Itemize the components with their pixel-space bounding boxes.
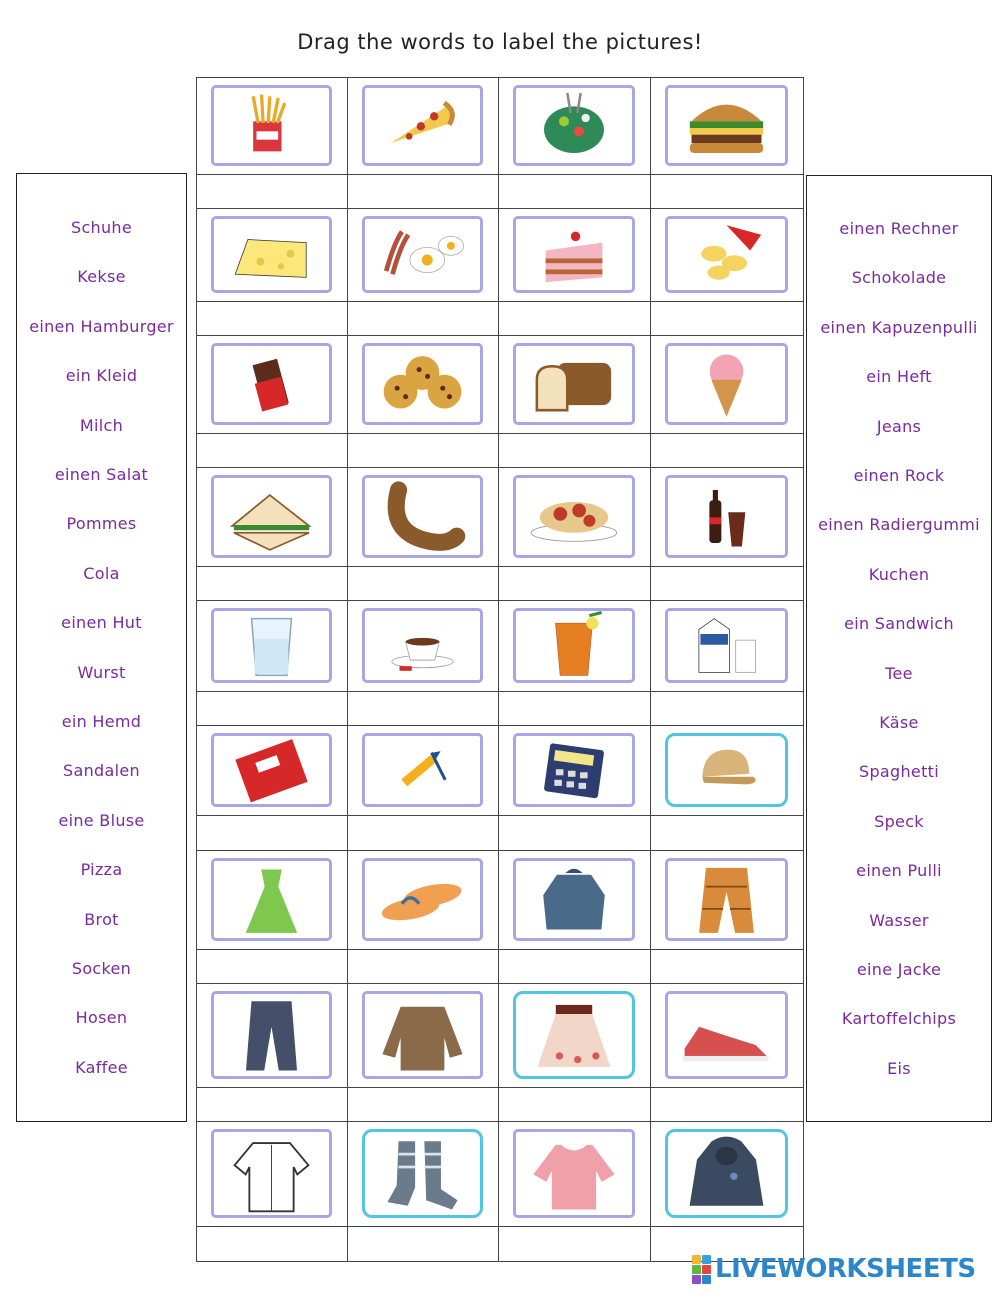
answer-drop-zone[interactable] [651, 816, 802, 849]
trousers-picture [665, 858, 788, 941]
grid-line [650, 77, 651, 1261]
grid-line [498, 77, 499, 1261]
chocolate-picture [211, 343, 332, 425]
draggable-word[interactable]: Hosen [75, 1008, 128, 1028]
draggable-word[interactable]: Schuhe [70, 218, 133, 237]
answer-drop-zone[interactable] [197, 434, 346, 466]
sausage-picture [362, 475, 483, 558]
picture-grid [196, 77, 804, 1261]
dress-picture [211, 858, 332, 941]
answer-drop-zone[interactable] [348, 1088, 497, 1120]
answer-drop-zone[interactable] [197, 567, 346, 599]
draggable-word[interactable]: Kuchen [868, 564, 930, 584]
grid-line [196, 208, 804, 209]
draggable-word[interactable]: einen Hut [61, 613, 142, 633]
answer-drop-zone[interactable] [197, 175, 346, 207]
cheese-picture [211, 216, 332, 293]
draggable-word[interactable]: Spaghetti [859, 762, 939, 782]
draggable-word[interactable]: ein Heft [866, 367, 932, 387]
right-word-bank [806, 175, 992, 1122]
draggable-word[interactable]: Milch [79, 415, 124, 435]
grid-line [347, 77, 348, 1261]
answer-drop-zone[interactable] [651, 950, 802, 982]
draggable-word[interactable]: einen Salat [54, 465, 149, 484]
answer-drop-zone[interactable] [348, 434, 497, 466]
pencil-eraser-picture [362, 733, 483, 807]
answer-drop-zone[interactable] [651, 567, 802, 599]
draggable-word[interactable]: Käse [879, 713, 919, 732]
shirt-picture [211, 1129, 332, 1218]
draggable-word[interactable]: ein Hemd [61, 712, 142, 731]
draggable-word[interactable]: ein Kleid [65, 366, 138, 386]
draggable-word[interactable]: Brot [84, 909, 119, 929]
answer-drop-zone[interactable] [651, 692, 802, 724]
answer-drop-zone[interactable] [499, 175, 649, 207]
draggable-word[interactable]: Schokolade [851, 268, 947, 288]
sneakers-picture [665, 991, 788, 1079]
answer-drop-zone[interactable] [197, 1088, 346, 1120]
answer-drop-zone[interactable] [348, 567, 497, 599]
cake-picture [513, 216, 635, 293]
water-picture [211, 608, 332, 683]
answer-drop-zone[interactable] [651, 302, 802, 334]
salad-picture [513, 85, 635, 166]
sandals-picture [362, 858, 483, 941]
socks-picture [362, 1129, 483, 1218]
hoodie-picture [665, 1129, 788, 1218]
iced-tea-picture [513, 608, 635, 683]
answer-drop-zone[interactable] [499, 950, 649, 982]
bread-picture [513, 343, 635, 425]
answer-drop-zone[interactable] [348, 692, 497, 724]
draggable-word[interactable]: einen Hamburger [29, 316, 174, 336]
draggable-word[interactable]: einen Pulli [856, 861, 942, 881]
grid-line [196, 1121, 804, 1122]
grid-line [196, 77, 197, 1261]
hamburger-picture [665, 85, 788, 166]
draggable-word[interactable]: Wurst [77, 662, 126, 682]
coffee-picture [362, 608, 483, 683]
blouse-picture [513, 1129, 635, 1218]
grid-line [196, 725, 804, 726]
cookies-picture [362, 343, 483, 425]
answer-drop-zone[interactable] [197, 950, 346, 982]
draggable-word[interactable]: Jeans [876, 416, 922, 436]
spaghetti-picture [513, 475, 635, 558]
fries-picture [211, 85, 332, 166]
answer-drop-zone[interactable] [348, 950, 497, 982]
cap-picture [665, 733, 788, 807]
draggable-word[interactable]: Kartoffelchips [841, 1009, 957, 1029]
calculator-picture [513, 733, 635, 807]
draggable-word[interactable]: Pizza [80, 860, 123, 880]
answer-drop-zone[interactable] [197, 1227, 346, 1260]
notebook-picture [211, 733, 332, 807]
draggable-word[interactable]: ein Sandwich [844, 614, 954, 634]
draggable-word[interactable]: Cola [83, 563, 120, 583]
logo-text: LIVEWORKSHEETS [715, 1254, 976, 1284]
answer-drop-zone[interactable] [197, 302, 346, 334]
draggable-word[interactable]: Eis [887, 1058, 911, 1078]
left-word-bank [16, 173, 187, 1122]
grid-line [196, 467, 804, 468]
draggable-word[interactable]: einen Kapuzenpulli [820, 317, 978, 337]
answer-drop-zone[interactable] [499, 1227, 649, 1260]
potato-chips-picture [665, 216, 788, 293]
draggable-word[interactable]: Kaffee [75, 1057, 128, 1077]
logo-mark-icon [692, 1255, 711, 1284]
ice-cream-picture [665, 343, 788, 425]
liveworksheets-logo [692, 1253, 976, 1285]
draggable-word[interactable]: einen Rock [853, 466, 945, 485]
answer-drop-zone[interactable] [348, 816, 497, 849]
answer-drop-zone[interactable] [197, 692, 346, 724]
draggable-word[interactable]: einen Rechner [839, 219, 959, 238]
answer-drop-zone[interactable] [197, 816, 346, 849]
draggable-word[interactable]: Socken [71, 959, 132, 978]
answer-drop-zone[interactable] [499, 434, 649, 466]
answer-drop-zone[interactable] [651, 1088, 802, 1120]
answer-drop-zone[interactable] [651, 434, 802, 466]
grid-line [196, 77, 804, 78]
jeans-picture [211, 991, 332, 1079]
draggable-word[interactable]: Sandalen [63, 761, 140, 781]
grid-line [196, 600, 804, 601]
answer-drop-zone[interactable] [499, 1088, 649, 1120]
draggable-word[interactable]: Speck [874, 811, 924, 831]
draggable-word[interactable]: eine Bluse [58, 810, 145, 830]
answer-drop-zone[interactable] [499, 302, 649, 334]
skirt-picture [513, 991, 635, 1079]
answer-drop-zone[interactable] [348, 302, 497, 334]
draggable-word[interactable]: eine Jacke [856, 960, 942, 979]
answer-drop-zone[interactable] [499, 816, 649, 849]
instruction-title: Drag the words to label the pictures! [297, 30, 703, 54]
answer-drop-zone[interactable] [499, 692, 649, 724]
answer-drop-zone[interactable] [348, 1227, 497, 1260]
answer-drop-zone[interactable] [348, 175, 497, 207]
grid-line [196, 983, 804, 984]
grid-line [196, 335, 804, 336]
draggable-word[interactable]: Wasser [869, 910, 929, 930]
answer-drop-zone[interactable] [499, 567, 649, 599]
draggable-word[interactable]: Tee [885, 663, 913, 683]
sandwich-picture [211, 475, 332, 558]
jacket-picture [513, 858, 635, 941]
pizza-picture [362, 85, 483, 166]
draggable-word[interactable]: Pommes [66, 514, 137, 534]
bacon-eggs-picture [362, 216, 483, 293]
grid-line [803, 77, 804, 1261]
grid-line [196, 850, 804, 851]
draggable-word[interactable]: Kekse [77, 267, 126, 287]
sweater-picture [362, 991, 483, 1079]
milk-picture [665, 608, 788, 683]
cola-picture [665, 475, 788, 558]
draggable-word[interactable]: einen Radiergummi [818, 515, 980, 535]
answer-drop-zone[interactable] [651, 175, 802, 207]
